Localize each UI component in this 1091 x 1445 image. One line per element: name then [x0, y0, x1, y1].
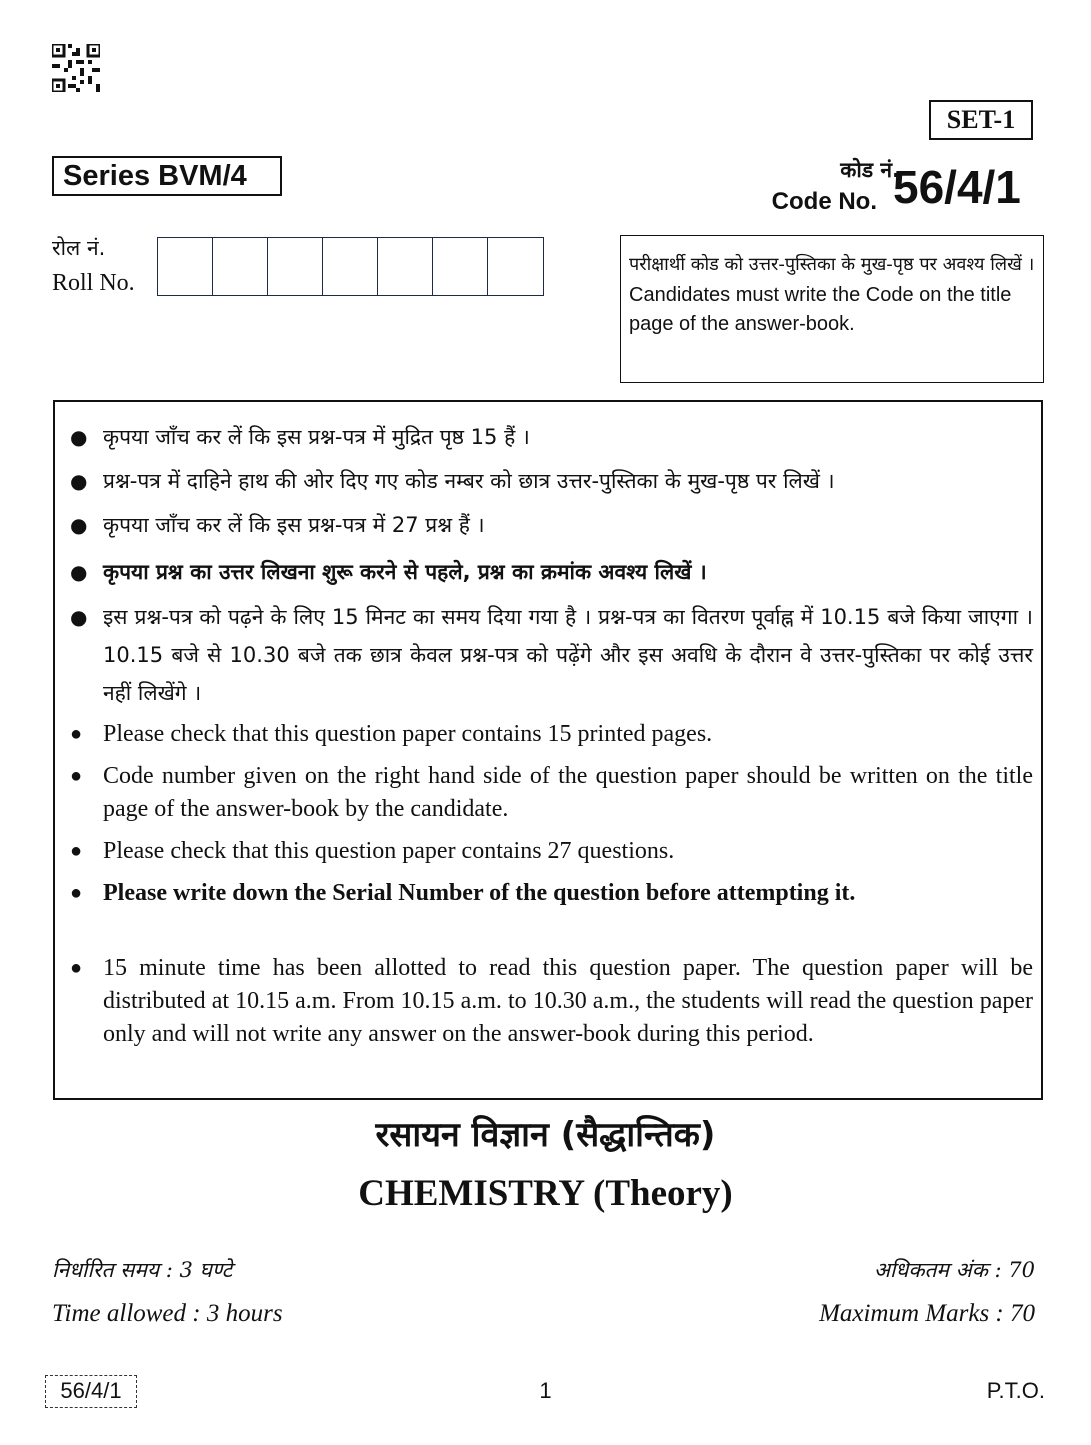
bullet-icon: ●: [70, 723, 83, 745]
candidate-note-box: [620, 235, 1044, 383]
set-badge: SET-1: [929, 100, 1033, 140]
instruction-item: ● Please write down the Serial Number of the question before attempting it.: [103, 877, 1033, 910]
code-label: Code No.: [771, 188, 877, 215]
bullet-icon: ●: [70, 560, 88, 584]
bullet-icon: ●: [70, 765, 83, 787]
pto-label: P.T.O.: [986, 1378, 1045, 1403]
subject-title: CHEMISTRY (Theory): [358, 1173, 733, 1214]
roll-number-cell[interactable]: [158, 238, 213, 295]
time-allowed: Time allowed : 3 hours: [52, 1300, 283, 1327]
roll-label-hindi: रोल नं.: [52, 236, 106, 260]
roll-number-cell[interactable]: [378, 238, 433, 295]
maximum-marks-hindi: अधिकतम अंक : 70: [873, 1258, 1035, 1282]
maximum-marks: Maximum Marks : 70: [819, 1300, 1035, 1327]
instruction-item: ● Please check that this question paper contains 15 printed pages.: [103, 718, 1033, 751]
instruction-item: ● कृपया प्रश्न का उत्तर लिखना शुरू करने से पहले, प्रश्न का क्रमांक अवश्य लिखें ।: [103, 553, 1033, 591]
roll-number-cell[interactable]: [268, 238, 323, 295]
bullet-icon: ●: [70, 605, 88, 629]
roll-number-cell[interactable]: [213, 238, 268, 295]
instruction-item: ● Please check that this question paper contains 27 questions.: [103, 835, 1033, 868]
instruction-item: ● कृपया जाँच कर लें कि इस प्रश्न-पत्र में 27 प्रश्न हैं ।: [103, 506, 1033, 544]
instruction-item: ● इस प्रश्न-पत्र को पढ़ने के लिए 15 मिनट का समय दिया गया है । प्रश्न-पत्र का वितरण पूर्वाह्न में 10.15 बजे किया जाएगा । 10.15 बजे से 10.30 बजे तक छात्र केवल प्रश्न-पत्र को पढ़ेंगे और इस अवधि के दौरान वे उत्तर-पुस्तिका पर कोई उत्तर नहीं लिखेंगे ।: [103, 598, 1033, 712]
page-number: 1: [539, 1378, 552, 1403]
bullet-icon: ●: [70, 469, 88, 493]
roll-number-boxes[interactable]: [157, 237, 544, 296]
footer-code: 56/4/1: [45, 1375, 137, 1408]
instruction-item: ● प्रश्न-पत्र में दाहिने हाथ की ओर दिए गए कोड नम्बर को छात्र उत्तर-पुस्तिका के मुख-पृष्ठ पर लिखें ।: [103, 462, 1033, 500]
roll-number-cell[interactable]: [323, 238, 378, 295]
bullet-icon: ●: [70, 882, 83, 904]
qr-code-icon: [52, 44, 100, 92]
candidate-note-hindi: परीक्षार्थी कोड को उत्तर-पुस्तिका के मुख-पृष्ठ पर अवश्य लिखें ।: [629, 254, 1035, 275]
code-number: 56/4/1: [893, 161, 1021, 213]
time-allowed-hindi: निर्धारित समय : 3 घण्टे: [52, 1258, 233, 1282]
bullet-icon: ●: [70, 840, 83, 862]
roll-number-cell[interactable]: [488, 238, 543, 295]
instruction-item: ● कृपया जाँच कर लें कि इस प्रश्न-पत्र में मुद्रित पृष्ठ 15 हैं ।: [103, 418, 1033, 456]
roll-label: Roll No.: [52, 270, 135, 296]
code-label-hindi: कोड नं.: [840, 158, 900, 182]
instruction-item: ● 15 minute time has been allotted to read this question paper. The question paper will be distributed at 10.15 a.m. From 10.15 a.m. to 10.30 a.m., the students will read the question paper only and will not write any answer on the answer-book during this period.: [103, 952, 1033, 1051]
bullet-icon: ●: [70, 957, 83, 979]
candidate-note: Candidates must write the Code on the title page of the answer-book.: [629, 284, 1012, 335]
roll-number-cell[interactable]: [433, 238, 488, 295]
subject-title-hindi: रसायन विज्ञान (सैद्धान्तिक): [375, 1115, 716, 1155]
bullet-icon: ●: [70, 425, 88, 449]
series-label: Series BVM/4: [52, 156, 282, 196]
instructions-box: [53, 400, 1043, 1100]
bullet-icon: ●: [70, 513, 88, 537]
instruction-item: ● Code number given on the right hand side of the question paper should be written on the title page of the answer-book by the candidate.: [103, 760, 1033, 826]
